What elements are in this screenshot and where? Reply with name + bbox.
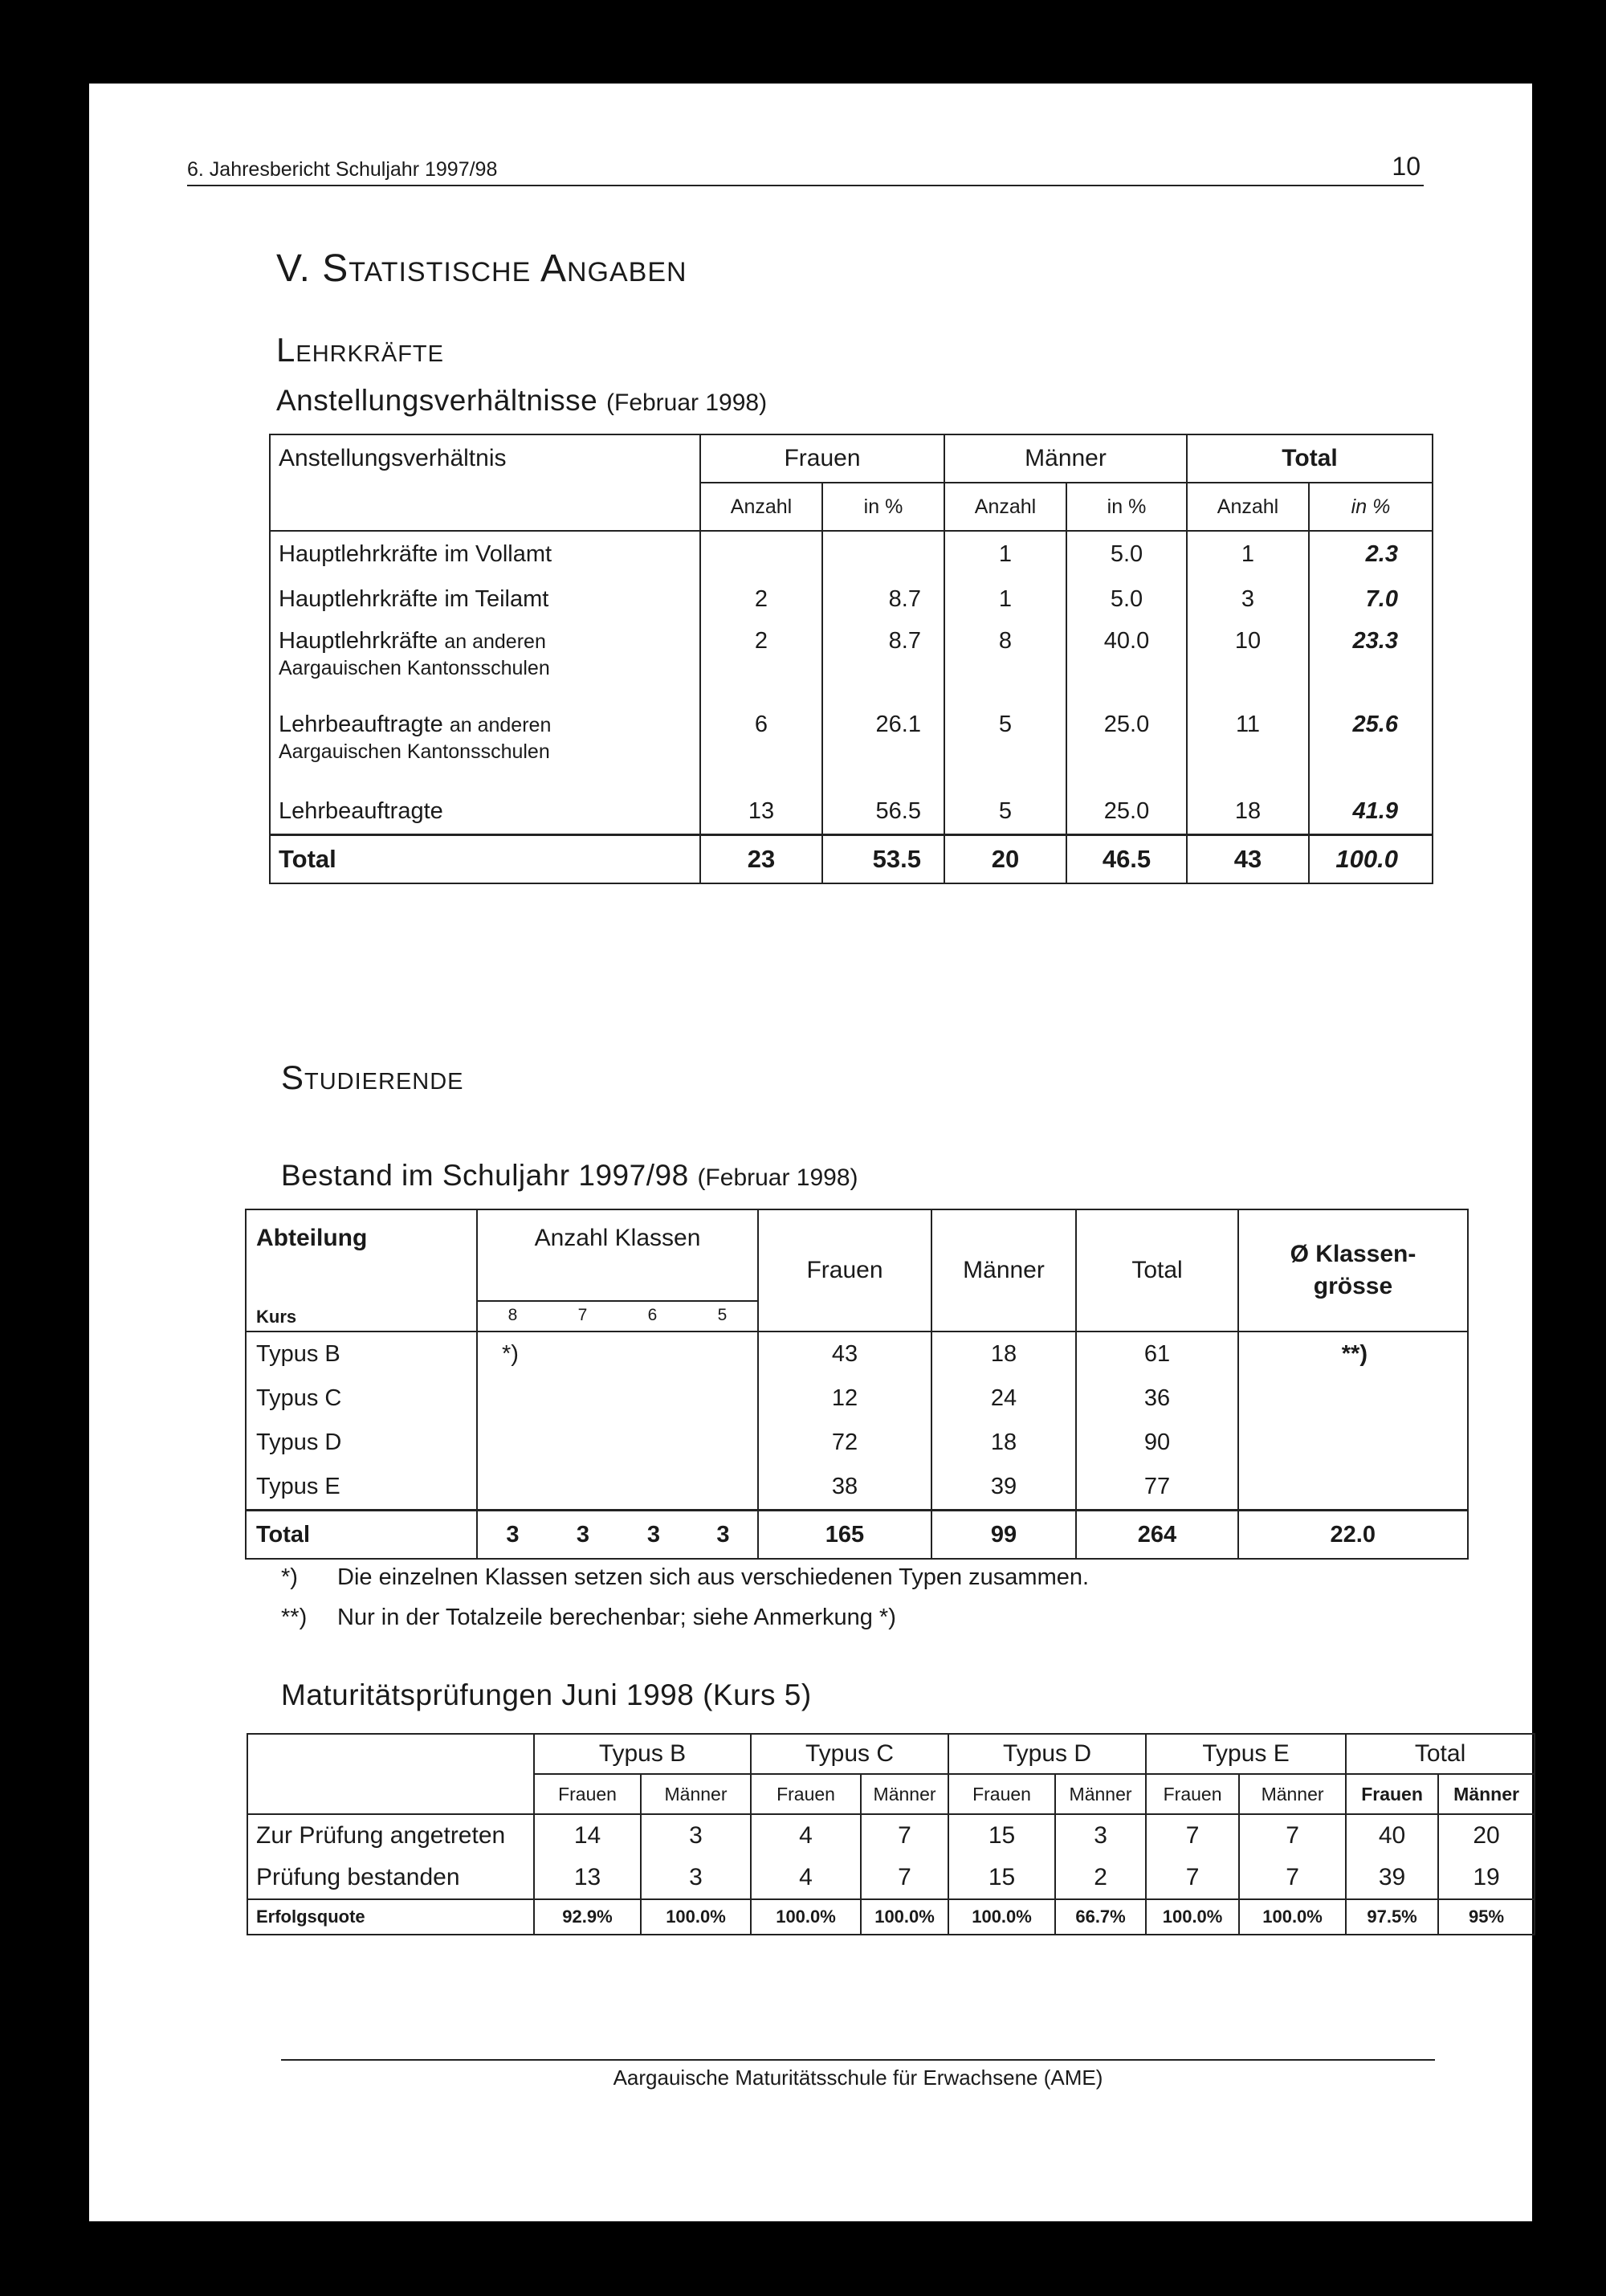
total-row xyxy=(270,835,1433,884)
cell: 7 xyxy=(861,1814,948,1857)
cell xyxy=(477,1421,758,1465)
cell: 97.5% xyxy=(1346,1899,1438,1935)
cell: 1 xyxy=(944,531,1066,577)
row-label: Lehrbeauftragte xyxy=(270,789,700,835)
total-label: Total xyxy=(270,835,700,884)
col-anstellung: Anstellungsverhältnis xyxy=(270,434,700,531)
cell: 40.0 xyxy=(1066,622,1187,705)
footnote-text: Nur in der Totalzeile berechenbar; siehe Anmerkung *) xyxy=(337,1605,896,1630)
cell: 5 xyxy=(944,789,1066,835)
cell: 36 xyxy=(1076,1376,1238,1421)
cell: 3 xyxy=(548,1511,618,1560)
header-title: 6. Jahresbericht Schuljahr 1997/98 xyxy=(187,158,498,181)
table-row xyxy=(270,531,1433,577)
anstellung-table xyxy=(269,434,1433,884)
cell: 100.0% xyxy=(751,1899,861,1935)
cell xyxy=(477,1376,758,1421)
cell: 7 xyxy=(1146,1857,1239,1899)
cell: 2 xyxy=(1055,1857,1146,1899)
cell: 20 xyxy=(944,835,1066,884)
col-groesse-2: grösse xyxy=(1313,1273,1393,1299)
cell: 5.0 xyxy=(1066,531,1187,577)
subtitle-anstellung-text: Anstellungsverhältnisse xyxy=(276,384,598,417)
cell: 7 xyxy=(1146,1814,1239,1857)
col-kurs: Kurs xyxy=(256,1307,297,1327)
blank-header xyxy=(247,1734,534,1814)
footer: Aargauische Maturitätsschule für Erwachsene (AME) xyxy=(613,2066,1103,2090)
cell: 3 xyxy=(618,1511,689,1560)
table-row xyxy=(247,1814,1535,1857)
cell: 72 xyxy=(758,1421,931,1465)
cell: 7 xyxy=(861,1857,948,1899)
subcol: Männer xyxy=(1438,1774,1535,1814)
cell: 95% xyxy=(1438,1899,1535,1935)
table-row xyxy=(270,622,1433,705)
subcol: in % xyxy=(822,483,944,531)
subcol: Frauen xyxy=(1146,1774,1239,1814)
cell: 264 xyxy=(1076,1511,1238,1560)
running-header xyxy=(187,152,1424,186)
cell: 61 xyxy=(1076,1332,1238,1376)
footnotes xyxy=(281,1557,1089,1637)
row-label-line2: Aargauischen Kantonsschulen xyxy=(279,740,550,763)
table-row xyxy=(246,1421,1468,1465)
cell xyxy=(700,531,822,577)
cell: 165 xyxy=(758,1511,931,1560)
cell: 18 xyxy=(1187,789,1309,835)
subcol: Männer xyxy=(861,1774,948,1814)
cell: 3 xyxy=(1187,577,1309,622)
cell: 19 xyxy=(1438,1857,1535,1899)
group-maenner: Männer xyxy=(944,434,1187,483)
cell: 100.0% xyxy=(1146,1899,1239,1935)
table-row xyxy=(247,1899,1535,1935)
cell: 99 xyxy=(931,1511,1076,1560)
subcol: Männer xyxy=(1055,1774,1146,1814)
col-abteilung-cell xyxy=(246,1209,477,1332)
cell: 8 xyxy=(944,622,1066,705)
subcol: Frauen xyxy=(534,1774,641,1814)
cell: 14 xyxy=(534,1814,641,1857)
cell: 56.5 xyxy=(822,789,944,835)
cell: 15 xyxy=(948,1814,1055,1857)
cell: 1 xyxy=(1187,531,1309,577)
group-header: Typus E xyxy=(1146,1734,1346,1774)
total-label: Total xyxy=(246,1511,477,1560)
cell: 43 xyxy=(758,1332,931,1376)
row-label: Typus D xyxy=(246,1421,477,1465)
row-label: Typus B xyxy=(246,1332,477,1376)
row-label: Typus E xyxy=(246,1465,477,1511)
cell: 23 xyxy=(700,835,822,884)
klassen-sub: 6 xyxy=(647,1306,658,1324)
cell: 40 xyxy=(1346,1814,1438,1857)
cell: 3 xyxy=(641,1857,751,1899)
cell: 92.9% xyxy=(534,1899,641,1935)
row-label: Typus C xyxy=(246,1376,477,1421)
cell: 1 xyxy=(944,577,1066,622)
cell: 43 xyxy=(1187,835,1309,884)
footnote-mark: **) xyxy=(281,1605,308,1630)
klassen-sub: 8 xyxy=(507,1306,518,1324)
cell: 66.7% xyxy=(1055,1899,1146,1935)
cell: 25.0 xyxy=(1066,705,1187,789)
cell: 3 xyxy=(1055,1814,1146,1857)
col-klassen: Anzahl Klassen xyxy=(534,1225,701,1251)
table-row xyxy=(246,1376,1468,1421)
row-label-small: an anderen xyxy=(444,630,546,653)
subtitle-bestand-text: Bestand im Schuljahr 1997/98 xyxy=(281,1159,689,1192)
cell: 25.6 xyxy=(1309,705,1433,789)
cell: 7 xyxy=(1239,1857,1346,1899)
cell: 22.0 xyxy=(1238,1511,1468,1560)
row-label: Hauptlehrkräfte im Vollamt xyxy=(270,531,700,577)
row-label-line2: Aargauischen Kantonsschulen xyxy=(279,657,550,679)
total-row xyxy=(246,1511,1468,1560)
cell: 7 xyxy=(1239,1814,1346,1857)
row-label: Zur Prüfung angetreten xyxy=(256,1822,506,1849)
cell: 2 xyxy=(700,577,822,622)
subcol: Männer xyxy=(1239,1774,1346,1814)
cell xyxy=(1238,1465,1468,1511)
cell: 41.9 xyxy=(1309,789,1433,835)
table-row xyxy=(270,789,1433,835)
table-row xyxy=(246,1332,1468,1376)
cell: 24 xyxy=(931,1376,1076,1421)
klassen-subheader xyxy=(478,1300,757,1331)
klassen-sub: 7 xyxy=(577,1306,588,1324)
cell: 11 xyxy=(1187,705,1309,789)
cell xyxy=(1238,1376,1468,1421)
cell: 13 xyxy=(534,1857,641,1899)
col-groesse-1: Ø Klassen- xyxy=(1290,1241,1416,1267)
cell: 3 xyxy=(689,1511,758,1560)
row-label: Prüfung bestanden xyxy=(256,1864,460,1890)
subcol: Frauen xyxy=(948,1774,1055,1814)
cell: 13 xyxy=(700,789,822,835)
cell: 39 xyxy=(1346,1857,1438,1899)
cell: 25.0 xyxy=(1066,789,1187,835)
cell xyxy=(1238,1421,1468,1465)
cell: 15 xyxy=(948,1857,1055,1899)
cell: 12 xyxy=(758,1376,931,1421)
subtitle-anstellung-note: (Februar 1998) xyxy=(606,389,768,416)
cell: 8.7 xyxy=(822,577,944,622)
table-row xyxy=(270,577,1433,622)
row-label-small: an anderen xyxy=(449,714,552,736)
cell: 18 xyxy=(931,1332,1076,1376)
col-abteilung: Abteilung xyxy=(256,1225,368,1251)
footer-rule xyxy=(281,2059,1435,2061)
cell: 2 xyxy=(700,622,822,705)
footnote-mark: *) xyxy=(281,1564,298,1590)
cell: 100.0% xyxy=(1239,1899,1346,1935)
cell: 18 xyxy=(931,1421,1076,1465)
cell: 4 xyxy=(751,1857,861,1899)
group-header: Typus D xyxy=(948,1734,1146,1774)
cell: 6 xyxy=(700,705,822,789)
row-label xyxy=(270,705,700,789)
subcol: in % xyxy=(1066,483,1187,531)
subcol: Anzahl xyxy=(700,483,822,531)
subcol: Frauen xyxy=(1346,1774,1438,1814)
subcol: Männer xyxy=(641,1774,751,1814)
cell: 3 xyxy=(641,1814,751,1857)
cell: 100.0 xyxy=(1309,835,1433,884)
footnote xyxy=(281,1557,1089,1597)
cell xyxy=(822,531,944,577)
cell: **) xyxy=(1238,1332,1468,1376)
cell: 26.1 xyxy=(822,705,944,789)
cell: 90 xyxy=(1076,1421,1238,1465)
subcol: Frauen xyxy=(751,1774,861,1814)
cell: 77 xyxy=(1076,1465,1238,1511)
group-header: Typus B xyxy=(534,1734,751,1774)
cell: 38 xyxy=(758,1465,931,1511)
group-header: Typus C xyxy=(751,1734,948,1774)
group-total: Total xyxy=(1187,434,1433,483)
subcol: Anzahl xyxy=(944,483,1066,531)
row-label: Hauptlehrkräfte im Teilamt xyxy=(270,577,700,622)
cell: 10 xyxy=(1187,622,1309,705)
row-label xyxy=(270,622,700,705)
cell: 8.7 xyxy=(822,622,944,705)
cell: 100.0% xyxy=(861,1899,948,1935)
col-frauen: Frauen xyxy=(758,1209,931,1332)
subtitle-bestand xyxy=(281,1159,858,1193)
cell: 5 xyxy=(944,705,1066,789)
subtitle-anstellung xyxy=(276,384,767,418)
row-label: Erfolgsquote xyxy=(247,1899,534,1935)
cell: 39 xyxy=(931,1465,1076,1511)
row-label-main: Hauptlehrkräfte xyxy=(279,628,438,654)
klassen-sub: 5 xyxy=(717,1306,728,1324)
col-total: Total xyxy=(1076,1209,1238,1332)
cell: 23.3 xyxy=(1309,622,1433,705)
table-row xyxy=(246,1465,1468,1511)
subtitle-matura: Maturitätsprüfungen Juni 1998 (Kurs 5) xyxy=(281,1678,812,1711)
cell: 100.0% xyxy=(641,1899,751,1935)
heading-studierende: Studierende xyxy=(281,1058,464,1096)
cell: 46.5 xyxy=(1066,835,1187,884)
subtitle-bestand-note: (Februar 1998) xyxy=(697,1164,858,1191)
group-frauen: Frauen xyxy=(700,434,944,483)
footnote-text: Die einzelnen Klassen setzen sich aus verschiedenen Typen zusammen. xyxy=(337,1564,1090,1590)
col-klassen-cell xyxy=(477,1209,758,1332)
cell: 2.3 xyxy=(1309,531,1433,577)
subcol: Anzahl xyxy=(1187,483,1309,531)
page-number: 10 xyxy=(1392,152,1421,181)
section-title: V. Statistische Angaben xyxy=(276,247,687,290)
subcol: in % xyxy=(1309,483,1433,531)
cell: 7.0 xyxy=(1309,577,1433,622)
cell: 5.0 xyxy=(1066,577,1187,622)
cell: 3 xyxy=(477,1511,548,1560)
cell: 100.0% xyxy=(948,1899,1055,1935)
bestand-table xyxy=(245,1209,1469,1560)
cell: 4 xyxy=(751,1814,861,1857)
col-groesse xyxy=(1238,1209,1468,1332)
cell xyxy=(477,1465,758,1511)
cell: 53.5 xyxy=(822,835,944,884)
cell: *) xyxy=(477,1332,758,1376)
cell: 20 xyxy=(1438,1814,1535,1857)
row-label-main: Lehrbeauftragte xyxy=(279,712,443,737)
group-header: Total xyxy=(1346,1734,1535,1774)
heading-lehrkraefte: Lehrkräfte xyxy=(276,331,444,369)
col-maenner: Männer xyxy=(931,1209,1076,1332)
table-row xyxy=(270,705,1433,789)
table-row xyxy=(247,1857,1535,1899)
footnote xyxy=(281,1597,1089,1637)
matura-table xyxy=(247,1733,1535,1935)
